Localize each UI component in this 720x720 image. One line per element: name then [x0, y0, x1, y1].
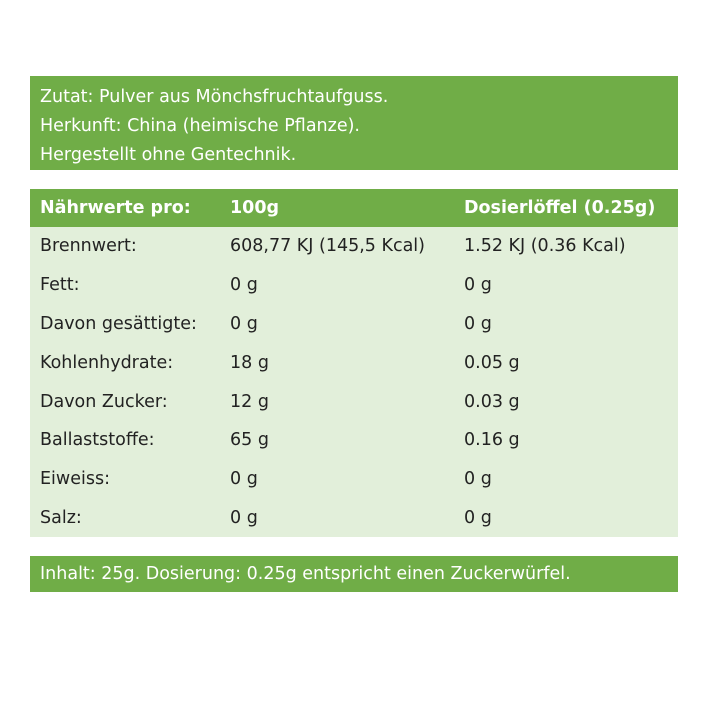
nutrient-name: Salz: — [30, 499, 220, 538]
table-row — [30, 460, 678, 499]
contents-dosage-text: Inhalt: 25g. Dosierung: 0.25g entspricht einen Zuckerwürfel. — [40, 564, 571, 584]
value-per-scoop: 0 g — [454, 460, 678, 499]
table-row — [30, 343, 678, 382]
value-per-100g: 18 g — [220, 343, 454, 382]
table-row — [30, 227, 678, 266]
value-per-100g: 0 g — [220, 266, 454, 305]
table-row — [30, 421, 678, 460]
value-per-scoop: 0.05 g — [454, 343, 678, 382]
value-per-100g: 12 g — [220, 382, 454, 421]
contents-footer-box — [30, 556, 678, 592]
table-row — [30, 266, 678, 305]
nutrition-header-row — [30, 189, 678, 227]
value-per-scoop: 0 g — [454, 305, 678, 344]
nutrition-table — [30, 189, 678, 537]
nutrient-name: Davon Zucker: — [30, 382, 220, 421]
value-per-scoop: 0.16 g — [454, 421, 678, 460]
gmo-free-line: Hergestellt ohne Gentechnik. — [40, 145, 297, 165]
nutrient-name: Brennwert: — [30, 227, 220, 266]
origin-line: Herkunft: China (heimische Pflanze). — [40, 116, 360, 136]
ingredient-line: Zutat: Pulver aus Mönchsfruchtaufguss. — [40, 87, 389, 107]
table-row — [30, 382, 678, 421]
value-per-scoop: 1.52 KJ (0.36 Kcal) — [454, 227, 678, 266]
value-per-100g: 65 g — [220, 421, 454, 460]
nutrient-name: Kohlenhydrate: — [30, 343, 220, 382]
value-per-scoop: 0 g — [454, 499, 678, 538]
table-row — [30, 305, 678, 344]
value-per-100g: 0 g — [220, 460, 454, 499]
ingredients-box — [30, 76, 678, 170]
value-per-100g: 0 g — [220, 499, 454, 538]
nutrient-name: Davon gesättigte: — [30, 305, 220, 344]
nutrient-name: Fett: — [30, 266, 220, 305]
value-per-scoop: 0 g — [454, 266, 678, 305]
value-per-100g: 608,77 KJ (145,5 Kcal) — [220, 227, 454, 266]
value-per-scoop: 0.03 g — [454, 382, 678, 421]
header-per-scoop: Dosierlöffel (0.25g) — [454, 189, 678, 227]
table-row — [30, 499, 678, 538]
nutrient-name: Ballaststoffe: — [30, 421, 220, 460]
header-per-100g: 100g — [220, 189, 454, 227]
header-nutrient: Nährwerte pro: — [30, 189, 220, 227]
value-per-100g: 0 g — [220, 305, 454, 344]
nutrient-name: Eiweiss: — [30, 460, 220, 499]
